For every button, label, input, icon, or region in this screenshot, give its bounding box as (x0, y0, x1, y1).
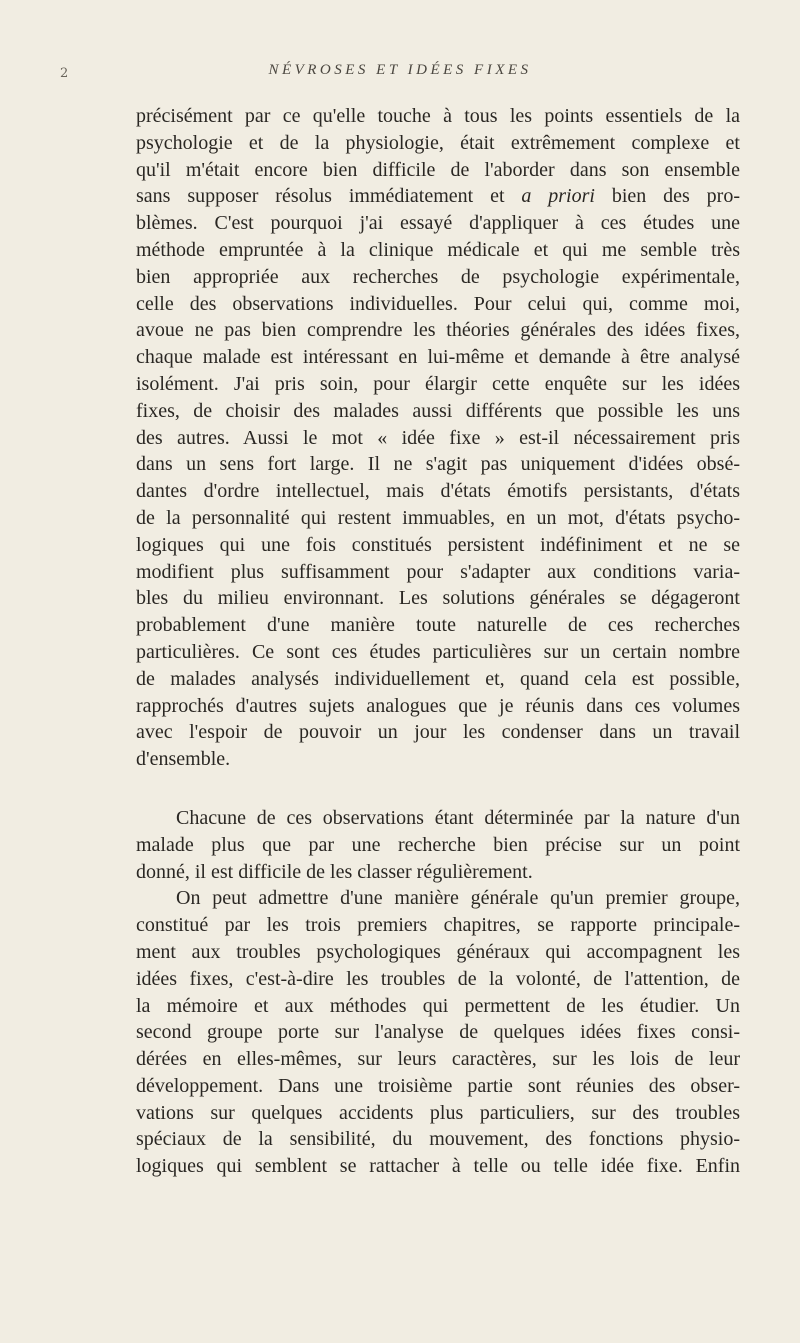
paragraph-gap (136, 773, 740, 805)
text-line: qu'il m'était encore bien difficile de l'aborder dans son ensemble (136, 158, 740, 181)
text-line: de malades analysés individuellement et, quand cela est possible, (136, 667, 740, 690)
body-text (136, 103, 740, 1180)
running-head: NÉVROSES ET IDÉES FIXES (268, 62, 532, 78)
text-line: avec l'espoir de pouvoir un jour les condenser dans un travail (136, 721, 740, 744)
text-line: logiques qui une fois constitués persistent indéfiniment et ne se (136, 533, 740, 556)
text-line: dérées en elles-mêmes, sur leurs caractères, sur les lois de leur (136, 1048, 740, 1071)
text-line: constitué par les trois premiers chapitres, se rapporte principale- (136, 914, 740, 937)
text-line: rapprochés d'autres sujets analogues que je réunis dans ces volumes (136, 694, 740, 717)
text-line: dans un sens fort large. Il ne s'agit pas uniquement d'idées obsé- (136, 453, 740, 476)
text-line: méthode empruntée à la clinique médicale et qui me semble très (136, 238, 740, 261)
text-line: vations sur quelques accidents plus particuliers, sur des troubles (136, 1101, 740, 1124)
text-line: idées fixes, c'est-à-dire les troubles de la volonté, de l'attention, de (136, 967, 740, 990)
text-line: de la personnalité qui restent immuables, en un mot, d'états psycho- (136, 506, 740, 529)
text-line: On peut admettre d'une manière générale qu'un premier groupe, (176, 887, 740, 910)
text-line: probablement d'une manière toute naturelle de ces recherches (136, 614, 740, 637)
paragraph (136, 885, 740, 1180)
text-line: isolément. J'ai pris soin, pour élargir cette enquête sur les idées (136, 372, 740, 395)
page-number: 2 (60, 66, 69, 81)
text-line: avoue ne pas bien comprendre les théories générales des idées fixes, (136, 319, 740, 342)
text-line: spéciaux de la sensibilité, du mouvement, des fonctions physio- (136, 1128, 740, 1151)
text-line: second groupe porte sur l'analyse de quelques idées fixes consi- (136, 1021, 740, 1044)
text-line: blèmes. C'est pourquoi j'ai essayé d'appliquer à ces études une (136, 212, 740, 235)
text-line: Chacune de ces observations étant déterminée par la nature d'un (176, 806, 740, 829)
text-line: des autres. Aussi le mot « idée fixe » est-il nécessairement pris (136, 426, 740, 449)
text-line: bles du milieu environnant. Les solutions générales se dégageront (136, 587, 740, 610)
paragraph (136, 103, 740, 773)
text-line: psychologie et de la physiologie, était extrêmement complexe et (136, 131, 740, 154)
text-line: modifient plus suffisamment pour s'adapter aux conditions varia- (136, 560, 740, 583)
italic-phrase: a priori (521, 185, 595, 208)
text-line: malade plus que par une recherche bien précise sur un point (136, 833, 740, 856)
paragraph (136, 805, 740, 885)
text-line: logiques qui semblent se rattacher à telle ou telle idée fixe. Enfin (136, 1155, 740, 1178)
text-line: d'ensemble. (136, 748, 231, 771)
text-line: ment aux troubles psychologiques généraux qui accompagnent les (136, 940, 740, 963)
text-line: fixes, de choisir des malades aussi différents que possible les uns (136, 399, 740, 422)
text-line: développement. Dans une troisième partie sont réunies des obser- (136, 1074, 740, 1097)
text-line: sans supposer résolus immédiatement et a priori bien des pro- (136, 185, 740, 208)
text-line: la mémoire et aux méthodes qui permettent de les étudier. Un (136, 994, 740, 1017)
text-line: celle des observations individuelles. Pour celui qui, comme moi, (136, 292, 740, 315)
text-line: particulières. Ce sont ces études particulières sur un certain nombre (136, 640, 740, 663)
text-line: chaque malade est intéressant en lui-même et demande à être analysé (136, 346, 740, 369)
text-line: bien appropriée aux recherches de psychologie expérimentale, (136, 265, 740, 288)
text-line: donné, il est difficile de les classer régulièrement. (136, 860, 533, 883)
text-line: précisément par ce qu'elle touche à tous les points essentiels de la (136, 105, 740, 127)
text-line: dantes d'ordre intellectuel, mais d'états émotifs persistants, d'états (136, 480, 740, 503)
